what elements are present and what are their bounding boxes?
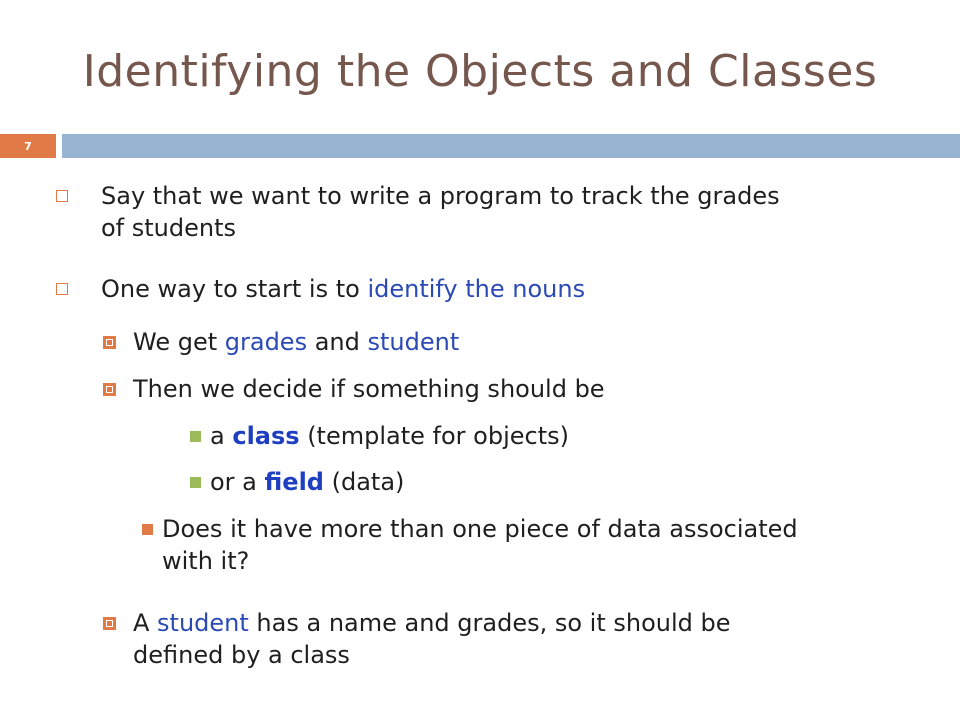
bullet-field-option <box>210 466 404 498</box>
slide-number-badge <box>0 134 56 158</box>
framed-square-bullet-icon <box>103 383 116 396</box>
green-square-bullet-icon <box>190 477 201 488</box>
bullet-multiple-data <box>162 513 798 577</box>
bullet-decide <box>133 373 605 405</box>
slide-number: 7 <box>24 139 32 153</box>
bullet-student-conclusion <box>133 607 731 671</box>
bullet-text-mid: and <box>307 328 368 356</box>
orange-square-bullet-icon <box>142 524 153 535</box>
highlight-student: student <box>157 609 249 637</box>
bullet-text: Does it have more than one piece of data associated <box>162 515 798 543</box>
bullet-text: Say that we want to write a program to track the grades <box>101 182 780 210</box>
framed-square-bullet-icon <box>103 336 116 349</box>
hollow-square-bullet-icon <box>56 283 68 295</box>
bullet-text-post: (template for objects) <box>299 422 569 450</box>
bullet-text: a <box>210 422 233 450</box>
bullet-text: or a <box>210 468 265 496</box>
bullet-text: One way to start is to <box>101 275 368 303</box>
bullet-text: A <box>133 609 158 637</box>
framed-square-bullet-icon <box>103 617 116 630</box>
bullet-class-option <box>210 420 569 452</box>
bullet-identify-nouns <box>101 273 585 305</box>
highlight-grades: grades <box>224 328 308 356</box>
bullet-text-post: has a name and grades, so it should be <box>248 609 731 637</box>
highlight-student: student <box>367 328 460 356</box>
slide-title: Identifying the Objects and Classes <box>82 46 878 97</box>
bullet-text: We get <box>133 328 225 356</box>
bullet-text-cont: with it? <box>162 547 250 575</box>
highlight-class: class <box>232 422 300 450</box>
bullet-text-cont: defined by a class <box>133 641 350 669</box>
bullet-text: Then we decide if something should be <box>133 375 605 403</box>
bullet-program-goal <box>101 180 780 244</box>
header-rule <box>62 134 960 158</box>
bullet-text-post: (data) <box>324 468 405 496</box>
hollow-square-bullet-icon <box>56 190 68 202</box>
bullet-text-cont: of students <box>101 214 237 242</box>
highlight-field: field <box>264 468 324 496</box>
highlight-text: identify the nouns <box>367 275 586 303</box>
bullet-nouns-found <box>133 326 459 358</box>
green-square-bullet-icon <box>190 431 201 442</box>
